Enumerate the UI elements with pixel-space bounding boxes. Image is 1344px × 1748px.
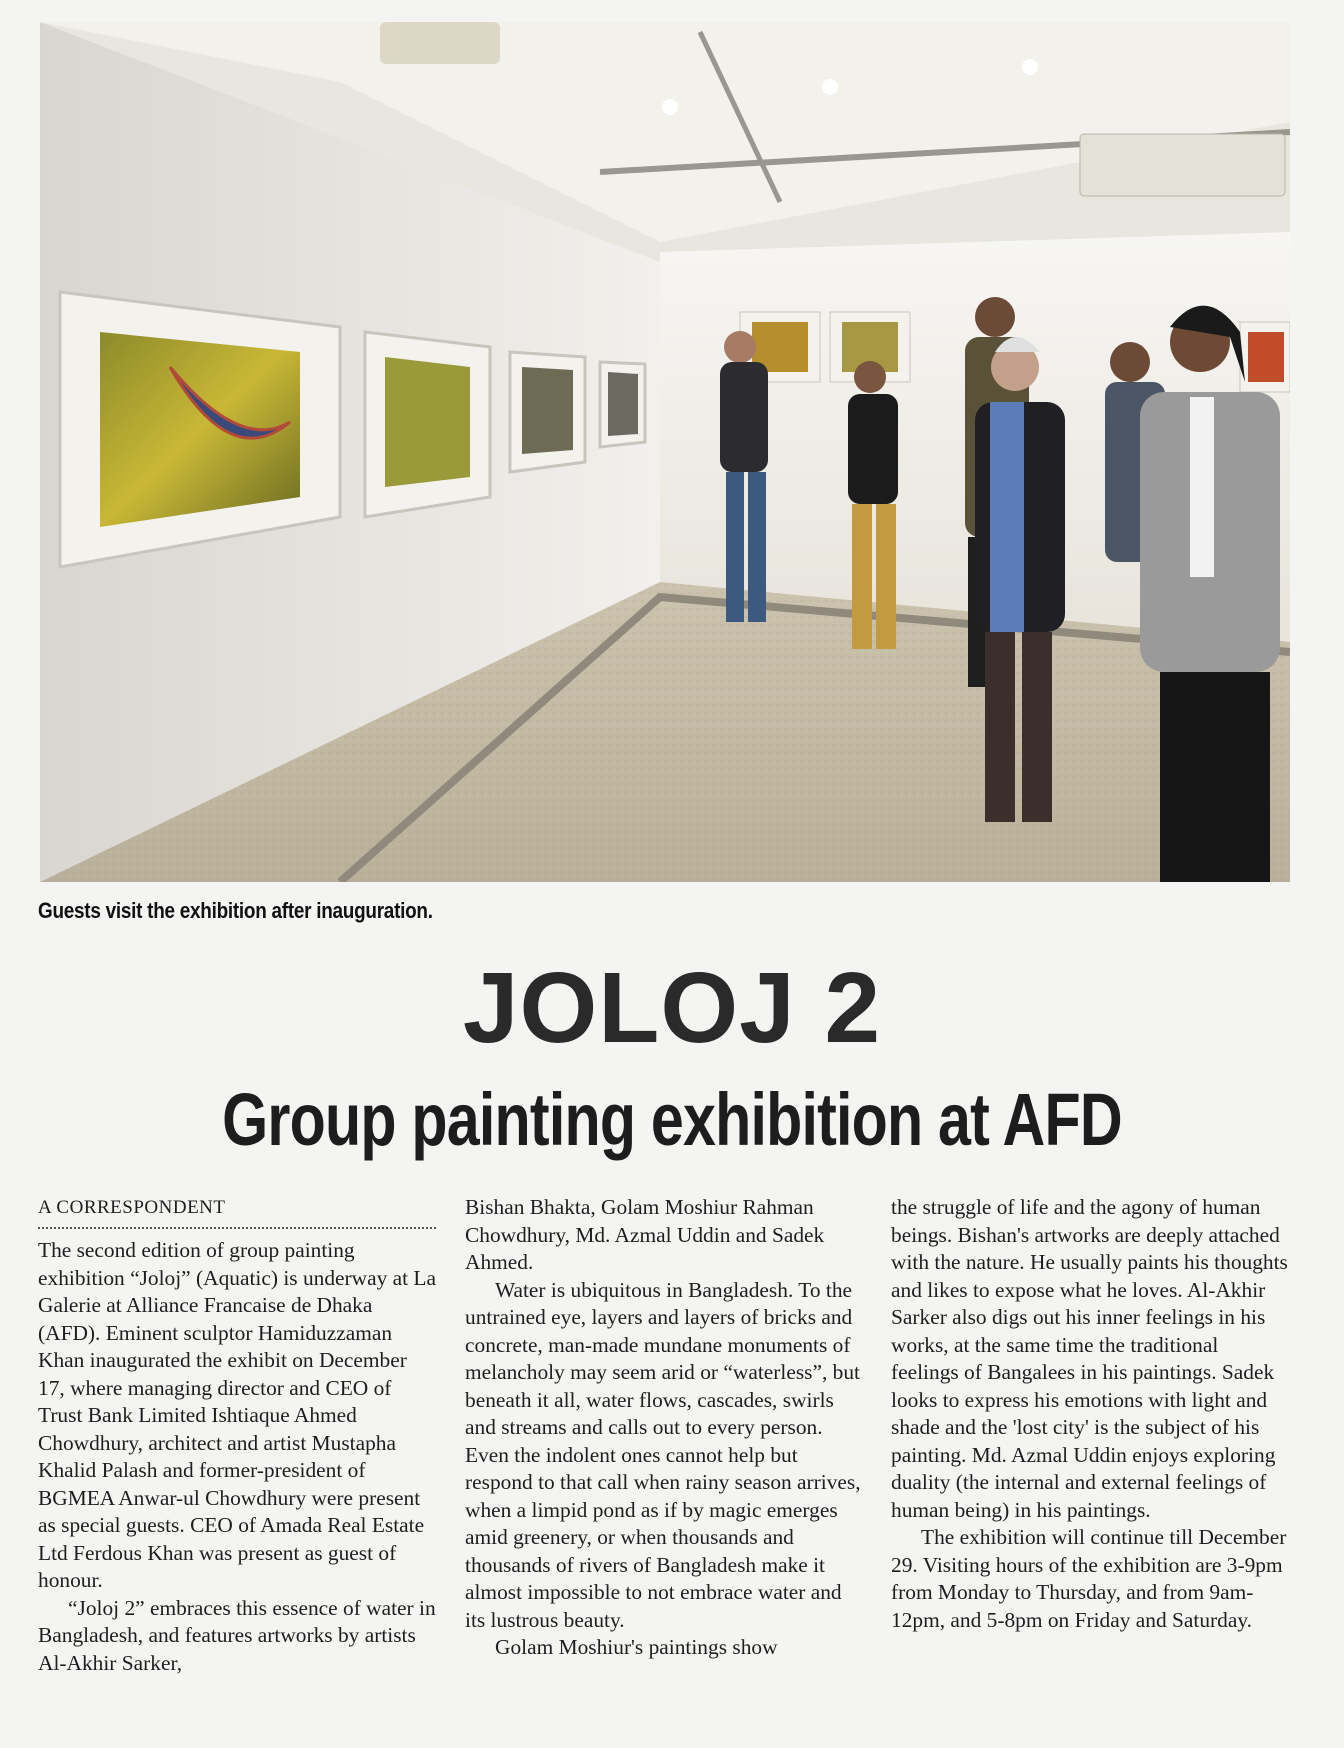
article-photo [40, 22, 1290, 882]
kicker-title: JOLOJ 2 [462, 952, 882, 1064]
photo-caption: Guests visit the exhibition after inauguration. [38, 898, 433, 923]
paragraph-2-start: “Joloj 2” embraces this essence of water in Bangladesh, and features artworks by artists Al-Akhir Sarker, [38, 1595, 436, 1675]
byline-divider [38, 1227, 436, 1229]
paragraph-4-end: the struggle of life and the agony of human beings. Bishan's artworks are deeply attached with the nature. He usually paints his thoughts and likes to expose what he loves. Al-Akhir Sarker also digs out his inner feelings in his works, at the same time the traditional feelings of Bangalees in his paintings. Sadek looks to express his emotions with light and shade and the 'lost city' is the subject of his painting. Md. Azmal Uddin enjoys exploring duality (the internal and external feelings of human being) in his paintings. [891, 1195, 1288, 1522]
article-column-3 [891, 1194, 1291, 1634]
article-column-2 [465, 1194, 865, 1662]
paragraph-2-end: Bishan Bhakta, Golam Moshiur Rahman Chowdhury, Md. Azmal Uddin and Sadek Ahmed. [465, 1195, 825, 1274]
gallery-photo-illustration [40, 22, 1290, 882]
paragraph-5: The exhibition will continue till December 29. Visiting hours of the exhibition are 3-9pm from Monday to Thursday, and from 9am-12pm, and 5-8pm on Friday and Saturday. [891, 1525, 1287, 1632]
byline: A CORRESPONDENT [38, 1197, 226, 1218]
paragraph-3: Water is ubiquitous in Bangladesh. To the untrained eye, layers and layers of bricks and concrete, man-made mundane monuments of melancholy may seem arid or “waterless”, but beneath it all, water flows, cascades, swirls and streams and calls out to every person. Even the indolent ones cannot help but respond to that call when rainy season arrives, when a limpid pond as if by magic emerges amid greenery, or when thousands and thousands of rivers of Bangladesh make it almost impossible to not embrace water and its lustrous beauty. [465, 1277, 861, 1632]
headline: Group painting exhibition at AFD [222, 1078, 1122, 1161]
paragraph-1: The second edition of group painting exhibition “Joloj” (Aquatic) is underway at La Galerie at Alliance Francaise de Dhaka (AFD). Eminent sculptor Hamiduzzaman Khan inaugurated the exhibit on December 17, where managing director and CEO of Trust Bank Limited Ishtiaque Ahmed Chowdhury, architect and artist Mustapha Khalid Palash and former-president of BGMEA Anwar-ul Chowdhury were present as special guests. CEO of Amada Real Estate Ltd Ferdous Khan was present as guest of honour. [38, 1238, 436, 1592]
paragraph-4-start: Golam Moshiur's paintings show [495, 1635, 778, 1659]
article-column-1 [38, 1194, 438, 1677]
